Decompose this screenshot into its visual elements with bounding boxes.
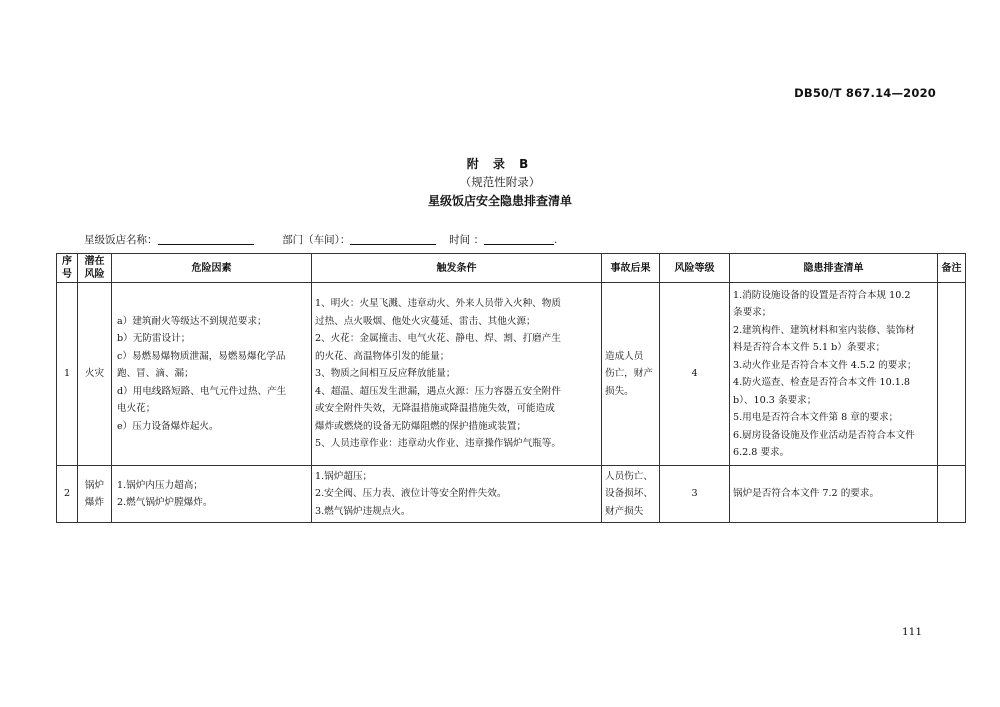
checklist-line: 6.厨房设备设施及作业活动是否符合本文件 [733, 429, 915, 441]
header-consequence: 事故后果 [602, 254, 660, 283]
row-checklist [730, 466, 938, 523]
row-level: 3 [660, 466, 730, 523]
checklist-line: 锅炉是否符合本文件 7.2 的要求。 [733, 488, 880, 500]
appendix-type: （规范性附录） [459, 175, 541, 189]
table-row [57, 466, 966, 523]
hazard-line: 1.锅炉内压力超高； [117, 479, 203, 491]
header-seq: 序号 [57, 254, 78, 283]
trigger-line: 4、超温、超压发生泄漏，遇点火源：压力容器五安全附件 [315, 385, 561, 397]
row-remark [938, 283, 966, 466]
row-consequence [602, 283, 660, 466]
department-blank[interactable] [350, 233, 436, 245]
page-number: 111 [902, 626, 923, 638]
checklist-line: 3.动火作业是否符合本文件 4.5.2 的要求； [733, 359, 917, 371]
hotel-name-blank[interactable] [158, 233, 254, 245]
consequence-line: 损失。 [605, 385, 634, 397]
row-level: 4 [660, 283, 730, 466]
header-hazard: 危险因素 [112, 254, 312, 283]
row-trigger [312, 283, 602, 466]
hazard-line: 2.燃气锅炉炉膛爆炸。 [117, 497, 213, 508]
row-risk: 锅炉爆炸 [78, 466, 112, 523]
trigger-line: 爆炸或燃烧的设备无防爆阻燃的保护措施或装置； [315, 420, 527, 432]
hazard-checklist-table [56, 253, 966, 523]
checklist-line: 5.用电是否符合本文件第 8 章的要求； [733, 412, 899, 423]
checklist-line: 6.2.8 要求。 [733, 447, 790, 458]
trigger-line: 2.安全阀、压力表、液位计等安全附件失效。 [315, 488, 507, 500]
table-row [57, 283, 966, 466]
checklist-line: 4.防火巡查、检查是否符合本文件 10.1.8 [733, 377, 911, 388]
trigger-line: 3、物质之间相互反应释放能量； [315, 368, 456, 380]
time-blank[interactable] [484, 233, 554, 245]
trigger-line: 或安全附件失效，无降温措施或降温措施失效，可能造成 [315, 403, 555, 415]
row-checklist [730, 283, 938, 466]
row-consequence [602, 466, 660, 523]
checklist-line: 条要求； [733, 307, 772, 318]
department-label: 部门（车间）： [282, 234, 351, 246]
header-checklist: 隐患排查清单 [730, 254, 938, 283]
appendix-heading: 附 录 B [466, 157, 534, 171]
consequence-line: 人员伤亡、 [605, 470, 653, 482]
row-hazard [112, 466, 312, 523]
checklist-line: 2.建筑构件、建筑材料和室内装修、装饰材 [733, 324, 915, 336]
consequence-line: 伤亡，财产 [605, 368, 653, 380]
table-header-row [57, 254, 966, 283]
header-remark: 备注 [938, 254, 966, 283]
time-label: 时间 ： [449, 234, 484, 246]
trigger-line: 1.锅炉超压； [315, 470, 373, 482]
hotel-name-label: 星级饭店名称： [84, 234, 158, 246]
row-hazard [112, 283, 312, 466]
hazard-line: 跑、冒、滴、漏； [117, 368, 194, 380]
checklist-line: 1.消防设施设备的设置是否符合本规 10.2 [733, 289, 911, 301]
row-trigger [312, 466, 602, 523]
checklist-title: 星级饭店安全隐患排查清单 [427, 194, 572, 208]
row-risk: 火灾 [78, 283, 112, 466]
consequence-line: 财产损失 [605, 505, 644, 517]
trigger-line: 3.燃气锅炉违规点火。 [315, 505, 411, 517]
trigger-line: 过热、点火吸烟、他处火灾蔓延、雷击、其他火源； [315, 315, 536, 327]
header-trigger: 触发条件 [312, 254, 602, 283]
trigger-line: 2、火花：金属撞击、电气火花、静电、焊、割、打磨产生 [315, 333, 561, 345]
consequence-line: 设备损坏、 [605, 488, 653, 500]
hazard-line: d）用电线路短路、电气元件过热、产生 [117, 385, 287, 397]
row-seq: 2 [57, 466, 78, 523]
trigger-line: 1、明火：火星飞溅、违章动火、外来人员带入火种、物质 [315, 298, 561, 310]
header-level: 风险等级 [660, 254, 730, 283]
header-risk: 潜在风险 [78, 254, 112, 283]
hazard-line: 电火花； [117, 403, 156, 415]
hazard-line: e）压力设备爆炸起火。 [117, 420, 219, 432]
form-line [84, 232, 557, 247]
trigger-line: 5、人员违章作业：违章动火作业、违章操作锅炉气瓶等。 [315, 438, 561, 450]
trigger-line: 的火花、高温物体引发的能量； [315, 350, 450, 362]
row-remark [938, 466, 966, 523]
checklist-line: b）、10.3 条要求； [733, 394, 817, 406]
checklist-line: 料是否符合本文件 5.1 b）条要求； [733, 342, 886, 353]
row-seq: 1 [57, 283, 78, 466]
hazard-line: b）无防雷设计； [117, 333, 191, 345]
consequence-line: 造成人员 [605, 350, 644, 362]
hazard-line: a）建筑耐火等级达不到规范要求； [117, 315, 267, 327]
document-number: DB50/T 867.14—2020 [794, 86, 936, 100]
form-end-mark: . [553, 234, 558, 246]
hazard-line: c）易燃易爆物质泄漏，易燃易爆化学品 [117, 350, 286, 362]
